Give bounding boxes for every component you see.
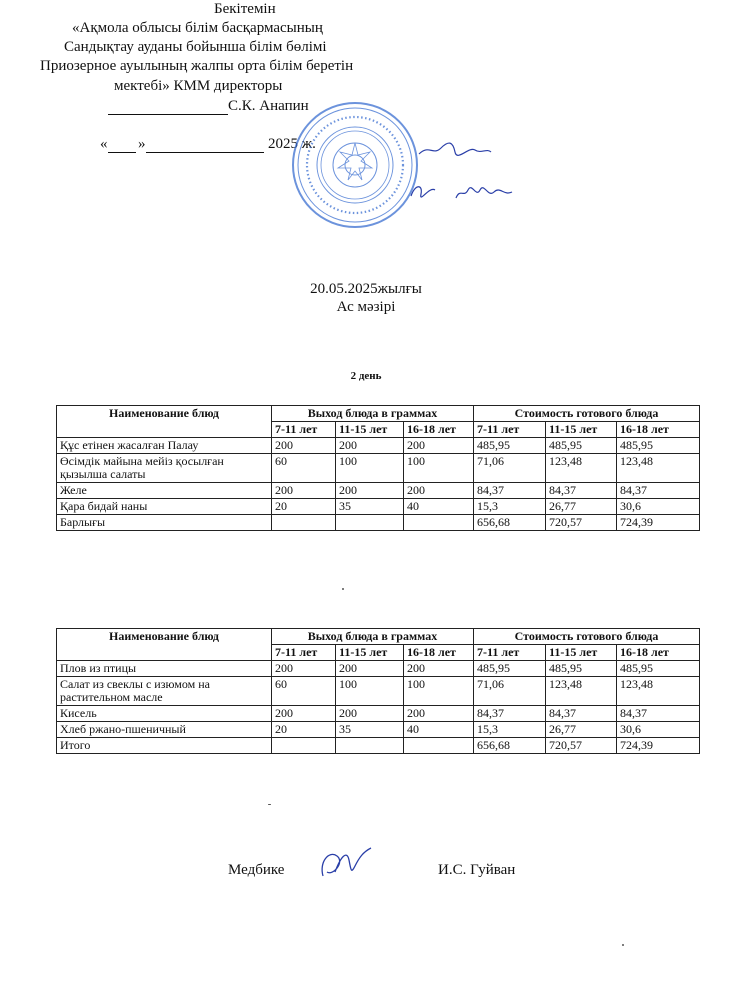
col-group-cost: Стоимость готового блюда — [474, 629, 700, 645]
cell-value: 84,37 — [546, 706, 617, 722]
table-total-row — [57, 515, 700, 531]
cell-value: 26,77 — [546, 499, 617, 515]
date-open-quote: « — [100, 136, 108, 152]
cell-value — [336, 515, 404, 531]
cell-value — [336, 738, 404, 754]
cell-value: 200 — [336, 483, 404, 499]
cell-value: 720,57 — [546, 515, 617, 531]
cell-dish: Салат из свеклы с изюмом на растительном масле — [57, 677, 272, 706]
cell-value: 656,68 — [474, 738, 546, 754]
approval-line-3: Приозерное ауылының жалпы орта білім беретін — [40, 58, 354, 74]
cell-value: 100 — [336, 677, 404, 706]
director-signature-line — [108, 97, 228, 115]
cell-value — [404, 515, 474, 531]
cell-value: 123,48 — [546, 454, 617, 483]
scan-speck — [342, 588, 344, 590]
cell-value: 485,95 — [474, 438, 546, 454]
approval-line-2: Сандықтау ауданы бойынша білім бөлімі — [64, 39, 327, 55]
menu-title: Ас мәзірі — [336, 299, 396, 315]
cell-value: 200 — [336, 438, 404, 454]
cell-value: 123,48 — [617, 677, 700, 706]
cell-value: 40 — [404, 722, 474, 738]
table-row — [57, 454, 700, 483]
cell-total-label: Итого — [57, 738, 272, 754]
cell-value: 485,95 — [474, 661, 546, 677]
table-row — [57, 483, 700, 499]
table-row — [57, 722, 700, 738]
scan-speck — [268, 804, 271, 805]
sub-weight-7-11: 7-11 лет — [272, 645, 336, 661]
cell-value: 200 — [272, 706, 336, 722]
cell-value: 84,37 — [617, 706, 700, 722]
cell-value: 200 — [272, 438, 336, 454]
col-group-cost: Стоимость готового блюда — [474, 406, 700, 422]
medic-signature-icon — [315, 842, 377, 884]
cell-value: 26,77 — [546, 722, 617, 738]
cell-value: 20 — [272, 722, 336, 738]
sub-cost-7-11: 7-11 лет — [474, 645, 546, 661]
day-label: 2 день — [350, 370, 382, 382]
cell-value: 485,95 — [617, 661, 700, 677]
sub-weight-16-18: 16-18 лет — [404, 645, 474, 661]
scan-speck — [622, 944, 624, 946]
sub-weight-16-18: 16-18 лет — [404, 422, 474, 438]
sub-weight-7-11: 7-11 лет — [272, 422, 336, 438]
cell-value: 84,37 — [546, 483, 617, 499]
cell-dish: Хлеб ржано-пшеничный — [57, 722, 272, 738]
cell-total-label: Барлығы — [57, 515, 272, 531]
cell-value: 123,48 — [546, 677, 617, 706]
cell-value: 200 — [404, 438, 474, 454]
sub-weight-11-15: 11-15 лет — [336, 422, 404, 438]
cell-value: 485,95 — [617, 438, 700, 454]
cell-value: 724,39 — [617, 738, 700, 754]
sub-cost-16-18: 16-18 лет — [617, 422, 700, 438]
cell-value: 35 — [336, 499, 404, 515]
cell-value: 60 — [272, 677, 336, 706]
cell-value: 40 — [404, 499, 474, 515]
cell-value: 35 — [336, 722, 404, 738]
cell-value: 720,57 — [546, 738, 617, 754]
cell-value: 724,39 — [617, 515, 700, 531]
cell-value: 84,37 — [474, 483, 546, 499]
cell-value: 485,95 — [546, 661, 617, 677]
col-group-weight: Выход блюда в граммах — [272, 629, 474, 645]
cell-value: 200 — [404, 661, 474, 677]
table-header-row — [57, 629, 700, 645]
date-day-line — [108, 135, 136, 153]
table-header-row — [57, 406, 700, 422]
cell-value: 200 — [404, 483, 474, 499]
table-total-row — [57, 738, 700, 754]
cell-value: 60 — [272, 454, 336, 483]
approval-line-4: мектебі» КММ директоры — [114, 78, 283, 94]
cell-dish: Құс етінен жасалған Палау — [57, 438, 272, 454]
date-month-handwriting-icon — [452, 184, 522, 202]
date-year: 2025 ж. — [268, 136, 316, 152]
cell-value: 30,6 — [617, 722, 700, 738]
table-row — [57, 499, 700, 515]
cell-dish: Кисель — [57, 706, 272, 722]
table-row — [57, 677, 700, 706]
sub-cost-7-11: 7-11 лет — [474, 422, 546, 438]
cell-dish: Қара бидай наны — [57, 499, 272, 515]
approval-line-1: «Ақмола облысы білім басқармасының — [72, 20, 323, 36]
cell-value: 84,37 — [474, 706, 546, 722]
cell-value: 15,3 — [474, 499, 546, 515]
col-dish-name: Наименование блюд — [57, 406, 272, 438]
cell-value: 200 — [272, 661, 336, 677]
cell-value — [272, 738, 336, 754]
cell-value: 200 — [336, 661, 404, 677]
cell-dish: Желе — [57, 483, 272, 499]
sub-cost-11-15: 11-15 лет — [546, 645, 617, 661]
cell-value — [272, 515, 336, 531]
cell-value: 485,95 — [546, 438, 617, 454]
table-row — [57, 706, 700, 722]
menu-table-russian — [56, 628, 700, 754]
cell-value: 100 — [336, 454, 404, 483]
table-row — [57, 661, 700, 677]
col-dish-name: Наименование блюд — [57, 629, 272, 661]
medic-name: И.С. Гуйван — [438, 862, 516, 878]
sub-weight-11-15: 11-15 лет — [336, 645, 404, 661]
col-group-weight: Выход блюда в граммах — [272, 406, 474, 422]
cell-value: 656,68 — [474, 515, 546, 531]
cell-value: 30,6 — [617, 499, 700, 515]
cell-value: 200 — [272, 483, 336, 499]
official-seal-icon — [290, 100, 420, 230]
sub-cost-11-15: 11-15 лет — [546, 422, 617, 438]
medic-label: Медбике — [228, 862, 285, 878]
director-signature-icon — [415, 138, 495, 162]
cell-value: 100 — [404, 454, 474, 483]
menu-table-kazakh — [56, 405, 700, 531]
date-day-handwriting-icon — [405, 178, 445, 202]
cell-dish: Плов из птицы — [57, 661, 272, 677]
cell-value: 123,48 — [617, 454, 700, 483]
cell-value — [404, 738, 474, 754]
director-name: С.К. Анапин — [228, 98, 309, 114]
menu-date: 20.05.2025жылғы — [310, 281, 422, 297]
cell-value: 15,3 — [474, 722, 546, 738]
approval-title: Бекітемін — [214, 1, 276, 17]
cell-value: 20 — [272, 499, 336, 515]
cell-value: 71,06 — [474, 454, 546, 483]
cell-value: 84,37 — [617, 483, 700, 499]
cell-value: 200 — [336, 706, 404, 722]
date-close-quote: » — [138, 136, 146, 152]
table-row — [57, 438, 700, 454]
cell-value: 100 — [404, 677, 474, 706]
sub-cost-16-18: 16-18 лет — [617, 645, 700, 661]
cell-value: 71,06 — [474, 677, 546, 706]
date-month-line — [146, 135, 264, 153]
cell-value: 200 — [404, 706, 474, 722]
cell-dish: Өсімдік майына мейіз қосылған қызылша салаты — [57, 454, 272, 483]
